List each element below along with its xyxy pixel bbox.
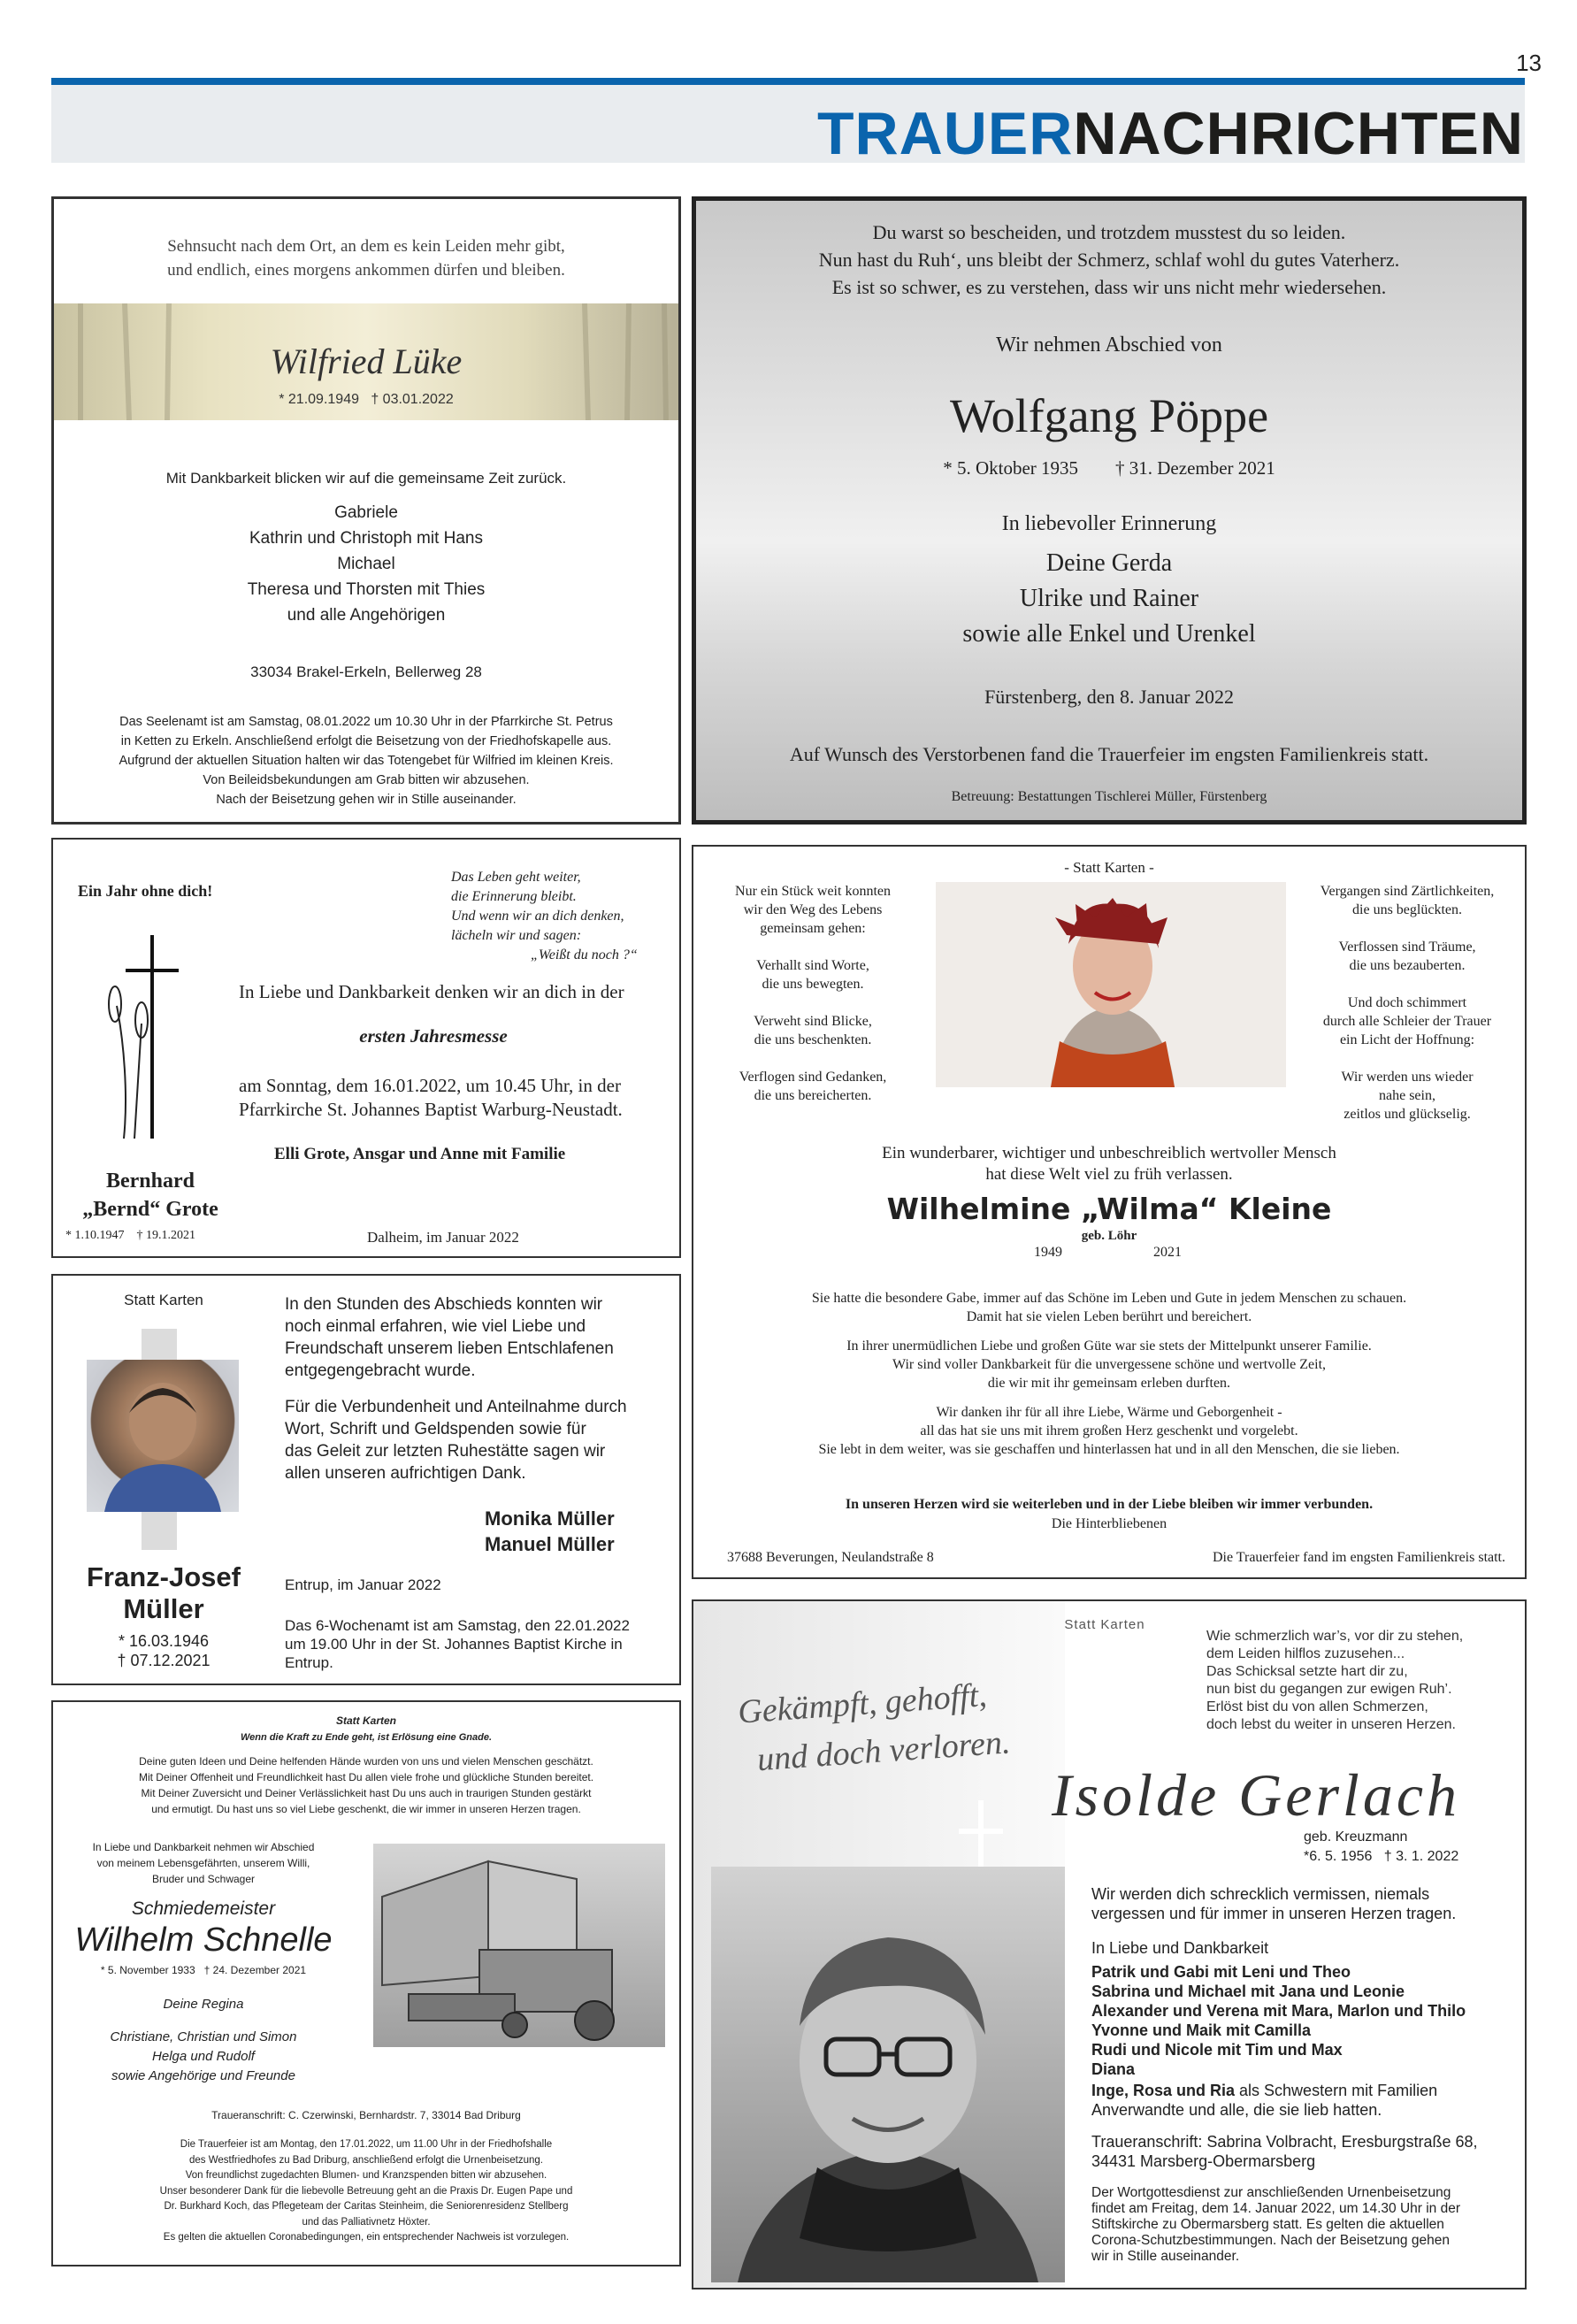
kleine-closing: In unseren Herzen wird sie weiterleben und in der Liebe bleiben wir immer verbunden.	[845, 1497, 1374, 1512]
schnelle-family: Christiane, Christian und Simon Helga und Rudolf sowie Angehörige und Freunde	[110, 2029, 297, 2083]
luke-family: Gabriele Kathrin und Christoph mit Hans Michael Theresa und Thorsten mit Thies und alle Angehörigen	[247, 503, 486, 625]
gerlach-name: Isolde Gerlach	[1052, 1761, 1461, 1829]
obituary-mueller	[51, 1274, 681, 1685]
obituary-kleine	[692, 845, 1527, 1579]
kleine-poem-right: Vergangen sind Zärtlichkeiten, die uns beglückten. Verflossen sind Träume, die uns bezauberten. Und doch schimmert durch alle Schleier der Trauer ein Licht der Hoffnung: Wir werden uns wieder nahe sein, zeitlos und glückselig.	[1320, 884, 1495, 1122]
kleine-name: Wilhelmine „Wilma“ Kleine	[886, 1192, 1332, 1226]
harvester-sketch	[373, 1844, 665, 2047]
gerlach-poem: Wie schmerzlich war’s, vor dir zu stehen, dem Leiden hilflos zuzusehen... Das Schicksal setzte hart dir zu, nun bist du gegangen zur ewigen Ruh’. Erlöst bist du von allen Schmerzen, doch lebst du weiter in unseren Herzen.	[1206, 1629, 1464, 1732]
luke-dates: * 21.09.1949 † 03.01.2022	[279, 392, 454, 407]
person-photo	[87, 1360, 239, 1512]
mueller-header: Statt Karten	[124, 1292, 203, 1308]
mueller-signatures: Monika Müller Manuel Müller	[485, 1507, 615, 1555]
obituary-grote	[51, 838, 681, 1258]
mueller-name: Franz-Josef Müller	[87, 1561, 241, 1624]
kleine-poem-left: Nur ein Stück weit konnten wir den Weg des Lebens gemeinsam gehen: Verhallt sind Worte, die uns bewegten. Verweht sind Blicke, die uns beschenkten. Verflogen sind Gedanken, die uns bereicherten.	[735, 884, 891, 1103]
poeppe-note: Auf Wunsch des Verstorbenen fand die Trauerfeier im engsten Familienkreis statt.	[789, 743, 1429, 765]
obituary-schnelle	[51, 1700, 681, 2266]
gerlach-dates: *6. 5. 1956 † 3. 1. 2022	[1304, 1849, 1459, 1864]
poeppe-name: Wolfgang Pöppe	[949, 389, 1269, 442]
kleine-note: Die Trauerfeier fand im engsten Familienkreis statt.	[1212, 1550, 1505, 1565]
gerlach-photo	[711, 1867, 1065, 2282]
poeppe-care: Betreuung: Bestattungen Tischlerei Müller, Fürstenberg	[951, 789, 1267, 804]
mueller-p1: In den Stunden des Abschieds konnten wir noch einmal erfahren, wie viel Liebe und Freundschaft unserem lieben Entschlafenen entgegengebracht wurde.	[285, 1295, 614, 1380]
mueller-place: Entrup, im Januar 2022	[285, 1576, 441, 1593]
poeppe-poem: Du warst so bescheiden, und trotzdem musstest du so leiden. Nun hast du Ruh‘, uns bleibt der Schmerz, schlaf wohl du gutes Vaterherz. Es ist so schwer, es zu verstehen, dass wir uns nicht mehr wiedersehen.	[818, 221, 1400, 298]
mueller-p3: Das 6-Wochenamt ist am Samstag, den 22.01.2022 um 19.00 Uhr in der St. Johannes Baptist Kirche in Entrup.	[285, 1617, 630, 1671]
luke-notes: Das Seelenamt ist am Samstag, 08.01.2022 um 10.30 Uhr in der Pfarrkirche St. Petrus in Ketten zu Erkeln. Anschließend erfolgt die Beisetzung von der Friedhofskapelle aus. Aufgrund der aktuellen Situation halten wir das Totengebet für Wilfried im kleinen Kreis. Von Beileidsbekundungen am Grab bitten wir abzusehen. Nach der Beisetzung gehen wir in Stille auseinander.	[119, 715, 614, 807]
grote-family: Elli Grote, Ansgar und Anne mit Familie	[274, 1145, 566, 1163]
gerlach-p1: Wir werden dich schrecklich vermissen, niemals vergessen und für immer in unseren Herzen tragen.	[1091, 1885, 1457, 1922]
grote-name: Bernhard „Bernd“ Grote	[82, 1170, 218, 1221]
kleine-header: - Statt Karten -	[1064, 859, 1154, 876]
gerlach-script: Gekämpft, gehofft, und doch verloren.	[736, 1676, 1012, 1779]
mueller-p2: Für die Verbundenheit und Anteilnahme durch Wort, Schrift und Geldspenden sowie für das Geleit zur letzten Ruhestätte sagen wir allen unseren aufrichtigen Dank.	[285, 1398, 627, 1483]
kleine-intro: Ein wunderbarer, wichtiger und unbeschreiblich wertvoller Mensch hat diese Welt viel zu früh verlassen.	[882, 1144, 1336, 1184]
grote-line1: In Liebe und Dankbarkeit denken wir an dich in der	[239, 981, 624, 1002]
gerlach-service: Der Wortgottesdienst zur anschließenden Urnenbeisetzung findet am Freitag, dem 14. Januar 2022, um 14.30 Uhr in der Stiftskirche zu Obermarsberg statt. Es gelten die aktuellen Corona-Schutzbestimmungen. Nach der Beisetzung gehen wir in Stille auseinander.	[1091, 2185, 1461, 2264]
luke-name: Wilfried Lüke	[270, 341, 463, 381]
gerlach-nee: geb. Kreuzmann	[1304, 1829, 1408, 1845]
obituary-gerlach	[692, 1599, 1527, 2289]
kleine-died: 2021	[1153, 1245, 1182, 1260]
woman-portrait-bw	[711, 1867, 1065, 2282]
gerlach-love: In Liebe und Dankbarkeit	[1091, 1939, 1269, 1957]
luke-poem: Sehnsucht nach dem Ort, an dem es kein Leiden mehr gibt, und endlich, eines morgens ankommen dürfen und bleiben.	[167, 237, 565, 280]
page-number: 13	[1516, 50, 1542, 76]
poeppe-place: Fürstenberg, den 8. Januar 2022	[984, 686, 1234, 708]
poeppe-family: Deine Gerda Ulrike und Rainer sowie alle Enkel und Urenkel	[962, 549, 1256, 648]
poeppe-dates: * 5. Oktober 1935 † 31. Dezember 2021	[943, 457, 1275, 479]
gerlach-address: Traueranschrift: Sabrina Volbracht, Eresburgstraße 68, 34431 Marsberg-Obermarsberg	[1091, 2133, 1478, 2170]
luke-address: 33034 Brakel-Erkeln, Bellerweg 28	[250, 663, 482, 680]
schnelle-motto: Wenn die Kraft zu Ende geht, ist Erlösung eine Gnade.	[241, 1732, 492, 1743]
grote-poem: Das Leben geht weiter, die Erinnerung bleibt. Und wenn wir an dich denken, lächeln wir und sagen: „Weißt du noch ?“	[451, 870, 638, 963]
luke-thanks: Mit Dankbarkeit blicken wir auf die gemeinsame Zeit zurück.	[165, 470, 567, 487]
kleine-address: 37688 Beverungen, Neulandstraße 8	[727, 1550, 934, 1565]
obituary-poeppe	[692, 196, 1527, 825]
schnelle-p1: Deine guten Ideen und Deine helfenden Hände wurden von uns und vielen Menschen geschätzt. Mit Deiner Offenheit und Freundlichkeit hast Du allen viele frohe und glückliche Stunden bereitet. Mit Deiner Zuversicht und Deiner Verlässlichkeit hast Du uns auch in traurigen Stunden gestärkt und ermutigt. Du hast uns so viel Liebe geschenkt, die wir immer in unseren Herzen tragen.	[138, 1755, 594, 1815]
kleine-body: Sie hatte die besondere Gabe, immer auf das Schöne im Leben und Gute in jedem Menschen zu schauen. Damit hat sie vielen Leben berührt und bereichert. In ihrer unermüdlichen Liebe und großen Güte war sie stets der Mittelpunkt unserer Familie. Wir sind voller Dankbarkeit für die unvergessene schöne und wertvolle Zeit, die wir mit ihr gemeinsam erleben durften. Wir danken ihr für all ihre Liebe, Wärme und Geborgenheit - all das hat sie uns mit ihrem großen Herz geschenkt und vorgelebt. Sie lebt in dem weiter, was sie geschaffen und hinterlassen hat und in all den Menschen, die sie lieben.	[811, 1291, 1407, 1457]
gerlach-header: Statt Karten	[1064, 1617, 1145, 1632]
gerlach-siblings: Inge, Rosa und Ria als Schwestern mit Familien Anverwandte und alle, die sie lieb hatten.	[1091, 2082, 1438, 2119]
cross-wheat-icon	[88, 935, 212, 1139]
schnelle-p3: Die Trauerfeier ist am Montag, den 17.01.2022, um 11.00 Uhr in der Friedhofshalle des Westfriedhofes zu Bad Driburg, anschließend erfolgt die Urnenbeisetzung. Von freundlichst zugedachten Blumen- und Kranzspenden bitten wir abzusehen. Unser besonderer Dank für die liebevolle Betreuung geht an die Praxis Dr. Eugen Pape und Dr. Burkhard Koch, das Pflegeteam der Caritas Steinheim, die Seniorenresidenz Stellberg und das Palliativnetz Höxter. Es gelten die aktuellen Coronabedingungen, ein entsprechender Nachweis ist vorzulegen.	[159, 2139, 573, 2243]
kleine-photo	[936, 882, 1286, 1087]
gerlach-family: Patrik und Gabi mit Leni und Theo Sabrina und Michael mit Jana und Leonie Alexander und Verena mit Mara, Marlon und Thilo Yvonne und Maik mit Camilla Rudi und Nicole mit Tim und Max Diana	[1091, 1963, 1466, 2078]
schnelle-header: Statt Karten	[335, 1714, 396, 1727]
schnelle-name: Wilhelm Schnelle	[74, 1921, 333, 1959]
schnelle-p2: In Liebe und Dankbarkeit nehmen wir Abschied von meinem Lebensgefährten, unserem Willi, Bruder und Schwager	[92, 1841, 315, 1885]
grote-heading: Ein Jahr ohne dich!	[78, 882, 213, 900]
woman-portrait	[936, 882, 1286, 1087]
grote-line2: am Sonntag, dem 16.01.2022, um 10.45 Uhr, in der Pfarrkirche St. Johannes Baptist Warburg-Neustadt.	[239, 1075, 623, 1120]
combine-harvester-drawing	[373, 1844, 665, 2047]
kleine-sign: Die Hinterbliebenen	[1051, 1516, 1167, 1531]
grote-mass: ersten Jahresmesse	[359, 1025, 508, 1047]
mueller-dates: * 16.03.1946 † 07.12.2021	[117, 1632, 211, 1669]
mueller-photo	[87, 1360, 239, 1512]
schnelle-address: Traueranschrift: C. Czerwinski, Bernhardstr. 7, 33014 Bad Driburg	[211, 2109, 521, 2121]
grote-dates: * 1.10.1947 † 19.1.2021	[65, 1229, 195, 1242]
kleine-nee: geb. Löhr	[1081, 1229, 1137, 1243]
obituary-luke	[51, 196, 681, 825]
grote-place: Dalheim, im Januar 2022	[367, 1229, 519, 1246]
schnelle-dates: * 5. November 1933 † 24. Dezember 2021	[100, 1964, 307, 1976]
page-title: TRAUERNACHRICHTEN	[817, 100, 1524, 167]
schnelle-regina: Deine Regina	[163, 1997, 244, 2012]
poeppe-memory: In liebevoller Erinnerung	[1001, 512, 1217, 535]
poeppe-intro: Wir nehmen Abschied von	[996, 334, 1222, 357]
schnelle-title: Schmiedemeister	[131, 1898, 276, 1919]
kleine-born: 1949	[1034, 1245, 1062, 1260]
